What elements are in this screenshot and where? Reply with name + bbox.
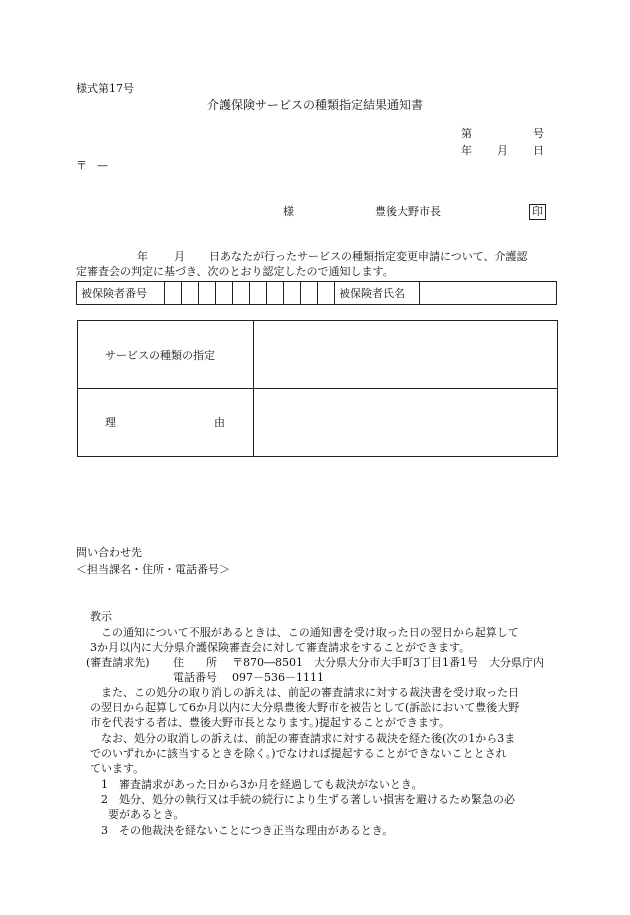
document-title: 介護保険サービスの種類指定結果通知書 [207,98,424,112]
item-2-text-line1: 処分、処分の執行又は手続の続行により生ずる著しい損害を避けるため緊急の必 [119,793,515,806]
insured-name-value [420,282,557,305]
doc-number-prefix: 第 [461,127,472,140]
insured-name-label: 被保険者氏名 [335,282,420,305]
notice-heading: 教示 [90,610,112,623]
seal-mark: 印 [529,204,546,220]
review-destination-label: (審査請求先) [86,656,150,669]
insured-number-digit [182,282,199,305]
notice-p3-line1: なお、処分の取消しの訴えは、前記の審査請求に対する裁決を経た後(次の1から3ま [101,732,516,745]
postal-mark: 〒 [76,159,87,172]
body-month: 月 [174,250,185,263]
insured-number-digit [233,282,250,305]
body-year: 年 [137,250,148,263]
service-designation-table [77,320,558,457]
doc-number-suffix: 号 [533,127,544,140]
date-month: 月 [497,144,508,157]
review-tel: 097－536－1111 [232,671,324,684]
insured-number-digit [284,282,301,305]
body-line-2: 定審査会の判定に基づき、次のとおり認定したので通知します。 [76,265,394,278]
insured-number-digit [199,282,216,305]
contact-detail: ＜担当課名・住所・電話番号＞ [76,563,230,576]
addressee-suffix: 様 [283,205,294,218]
service-designation-label: サービスの種類の指定 [105,349,215,362]
table-divider-horizontal [78,388,557,389]
issuer-name: 豊後大野市長 [375,205,441,218]
item-2-text-line2: 要があるとき。 [108,808,185,821]
body-line-1: 日あなたが行ったサービスの種類指定変更申請について、介護認 [209,250,528,263]
form-number: 様式第17号 [76,82,134,95]
notice-p2-line2: の翌日から起算して6か月以内に大分県豊後大野市を被告として(訴訟において豊後大野 [90,701,520,714]
review-address: 〒870―8501 大分県大分市大手町3丁目1番1号 大分県庁内 [232,656,544,669]
insured-number-digit [301,282,318,305]
reason-label-first: 理 [105,416,116,429]
notice-p1-line2: 3か月以内に大分県介護保険審査会に対して審査請求をすることができます。 [90,641,471,654]
item-1-text: 審査請求があった日から3か月を経過しても裁決がないとき。 [119,778,423,791]
item-2-number: 2 [101,793,108,806]
date-day: 日 [533,144,544,157]
notice-p2-line3: 市を代表する者は、豊後大野市長となります。)提起することができます。 [90,716,451,729]
contact-heading: 問い合わせ先 [76,546,142,559]
item-3-text: その他裁決を経ないことにつき正当な理由があるとき。 [119,824,394,837]
date-year: 年 [461,144,472,157]
insured-number-digit [267,282,284,305]
insured-number-digit [250,282,267,305]
review-tel-label: 電話番号 [173,671,217,684]
reason-label-second: 由 [214,416,225,429]
insured-number-digit [318,282,335,305]
notice-p3-line3: ています。 [90,762,145,775]
notice-p3-line2: でのいずれかに該当するときを除く。)でなければ提起することができないこととされ [90,747,507,760]
notice-p1-line1: この通知について不服があるときは、この通知書を受け取った日の翌日から起算して [101,626,519,639]
item-1-number: 1 [101,778,108,791]
review-address-label: 住 所 [173,656,217,669]
insured-number-label: 被保険者番号 [77,282,165,305]
insured-number-digit [216,282,233,305]
insured-id-table [76,281,557,305]
item-3-number: 3 [101,824,108,837]
postal-dash: — [97,159,108,172]
insured-number-digit [165,282,182,305]
notice-p2-line1: また、この処分の取り消しの訴えは、前記の審査請求に対する裁決書を受け取った日 [101,686,519,699]
